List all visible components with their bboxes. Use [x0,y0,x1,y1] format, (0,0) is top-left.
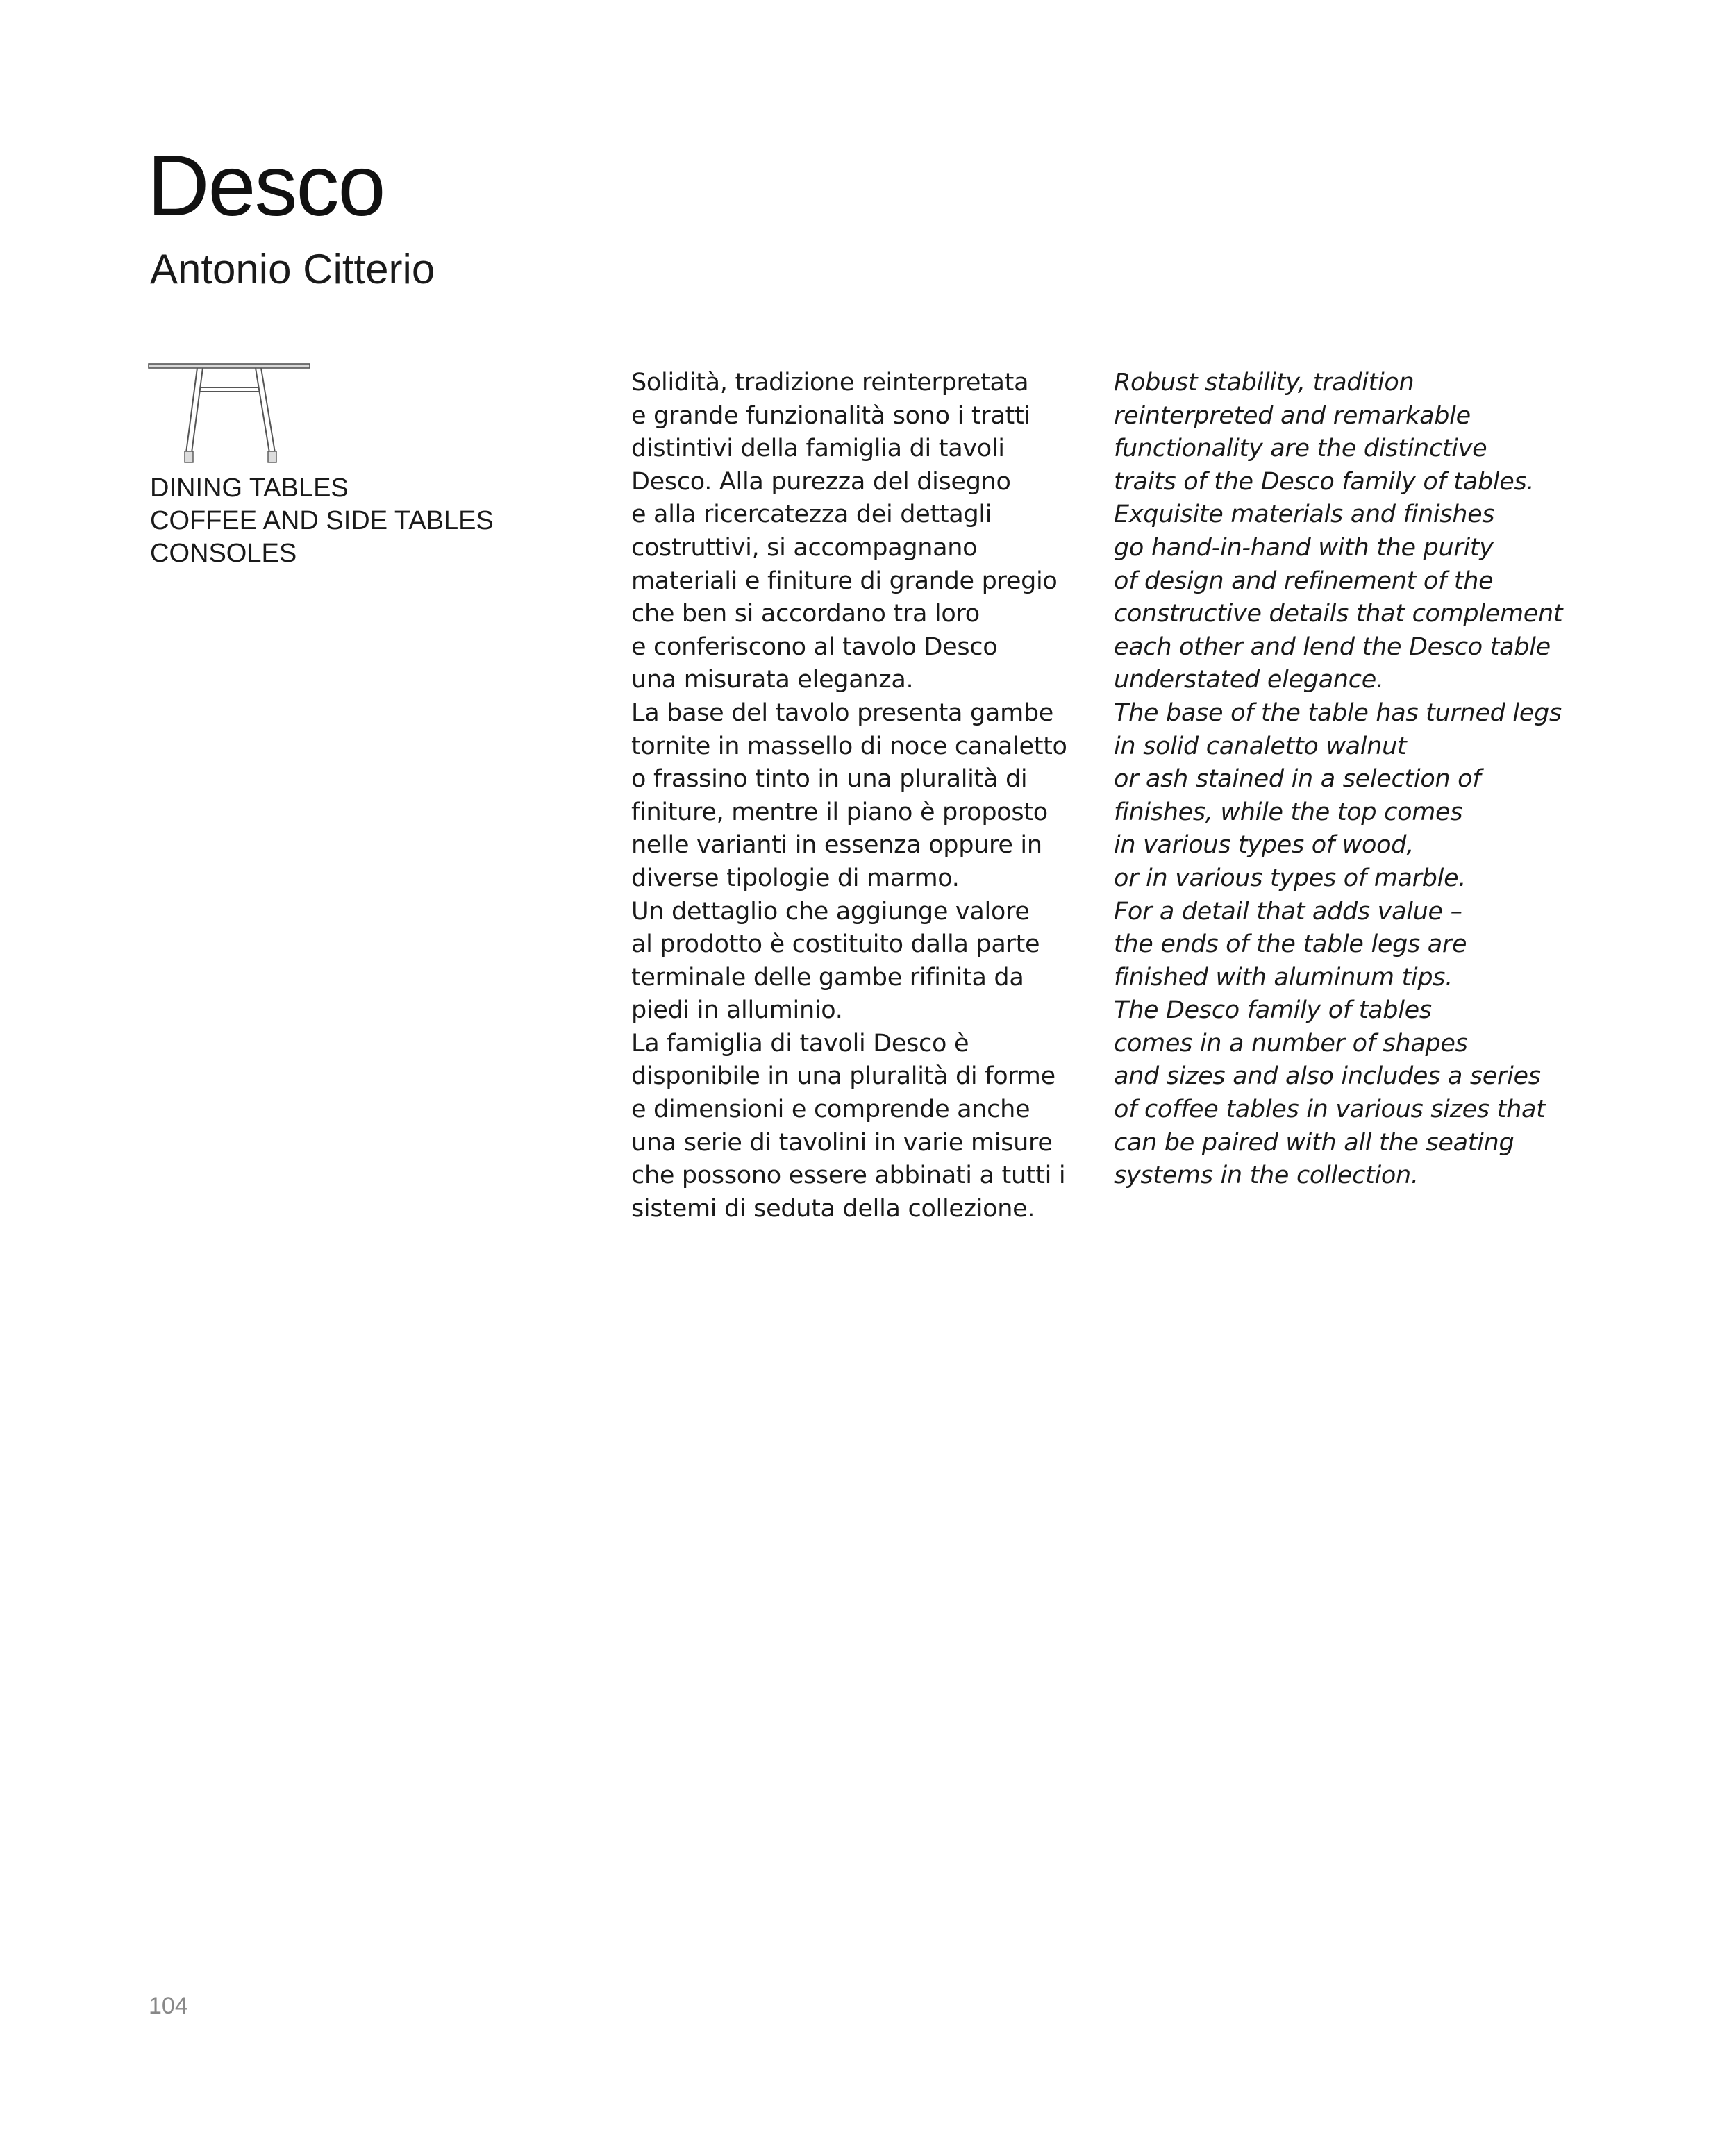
page-title: Desco [147,138,385,234]
text-line: e alla ricercatezza dei dettagli [631,501,992,529]
category-item: COFFEE AND SIDE TABLES [150,506,494,535]
table-side-view-icon [147,362,311,464]
text-line: Robust stability, tradition [1114,369,1414,396]
designer-name: Antonio Citterio [150,246,435,292]
category-item: DINING TABLES [150,474,349,503]
text-line: terminale delle gambe rifinita da [631,963,1024,991]
text-line: finished with aluminum tips. [1114,963,1453,991]
text-line: functionality are the distinctive [1114,435,1487,463]
text-line: The base of the table has turned legs [1114,698,1562,727]
text-line: distintivi della famiglia di tavoli [631,435,1005,463]
text-line: understated elegance. [1114,666,1384,694]
text-line: finishes, while the top comes [1114,798,1463,826]
text-line: can be paired with all the seating [1114,1128,1514,1157]
english-description [1114,367,1562,1193]
text-line: reinterpreted and remarkable [1114,401,1471,430]
text-line: nelle varianti in essenza oppure in [631,831,1042,860]
text-line: and sizes and also includes a series [1114,1062,1541,1091]
text-line: The Desco family of tables [1114,996,1432,1025]
text-line: or in various types of marble. [1114,864,1467,892]
text-line: Exquisite materials and finishes [1114,501,1495,529]
text-line: costruttivi, si accompagnano [631,533,978,562]
text-line: La base del tavolo presenta gambe [631,698,1054,727]
text-line: Solidità, tradizione reinterpretata [631,369,1029,396]
page-number: 104 [149,1993,188,2019]
text-line: e grande funzionalità sono i tratti [631,401,1030,430]
text-line: che ben si accordano tra loro [631,600,980,628]
text-line: piedi in alluminio. [631,996,843,1025]
text-line: una misurata eleganza. [631,666,914,694]
text-line: go hand-in-hand with the purity [1114,533,1494,562]
italian-description [631,367,1067,1225]
text-line: For a detail that adds value – [1114,897,1462,926]
text-line: disponibile in una pluralità di forme [631,1062,1055,1091]
text-line: the ends of the table legs are [1114,930,1467,959]
text-line: Un dettaglio che aggiunge valore [631,897,1030,926]
text-line: of design and refinement of the [1114,567,1494,595]
text-line: una serie di tavolini in varie misure [631,1128,1053,1157]
text-line: each other and lend the Desco table [1114,633,1551,661]
text-line: in solid canaletto walnut [1114,732,1407,760]
text-line: diverse tipologie di marmo. [631,864,960,892]
text-line: systems in the collection. [1114,1162,1419,1190]
text-line: che possono essere abbinati a tutti i [631,1162,1066,1190]
category-list [150,472,494,570]
text-line: of coffee tables in various sizes that [1114,1096,1546,1124]
text-line: o frassino tinto in una pluralità di [631,765,1028,794]
category-item: CONSOLES [150,539,297,568]
text-line: materiali e finiture di grande pregio [631,567,1058,595]
text-line: e dimensioni e comprende anche [631,1096,1030,1124]
text-line: tornite in massello di noce canaletto [631,732,1067,760]
text-line: e conferiscono al tavolo Desco [631,633,998,661]
text-line: comes in a number of shapes [1114,1029,1468,1057]
text-line: Desco. Alla purezza del disegno [631,467,1011,496]
text-line: finiture, mentre il piano è proposto [631,798,1048,826]
text-line: or ash stained in a selection of [1114,765,1481,794]
text-line: constructive details that complement [1114,600,1563,628]
text-line: traits of the Desco family of tables. [1114,467,1535,496]
text-line: al prodotto è costituito dalla parte [631,930,1040,959]
text-line: La famiglia di tavoli Desco è [631,1029,969,1057]
text-line: sistemi di seduta della collezione. [631,1194,1035,1223]
text-line: in various types of wood, [1114,831,1414,860]
